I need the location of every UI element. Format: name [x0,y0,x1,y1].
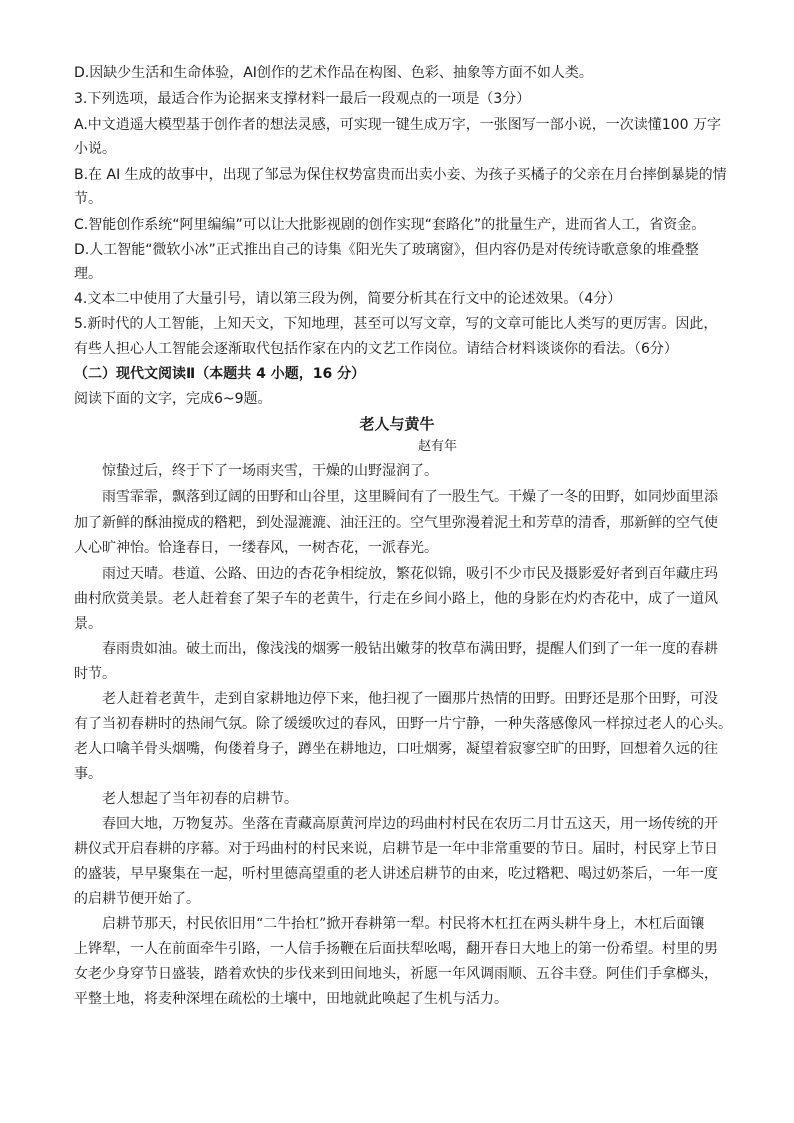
q5-stem-line2: 有些人担心人工智能会逐渐取代包括作家在内的文艺工作岗位。请结合材料谈谈你的看法。（6分） [74,341,678,357]
article-paragraph-7-line2: 耕仪式开启春耕的序幕。对于玛曲村的村民来说，启耕节是一年中非常重要的节日。届时，村民穿上节日 [74,841,718,857]
article-paragraph-7-line4: 的启耕节便开始了。 [74,891,200,907]
section-heading: （二）现代文阅读Ⅱ（本题共 4 小题，16 分） [74,366,366,382]
article-title: 老人与黄牛 [359,415,435,433]
article-author: 赵有年 [418,439,458,454]
article-paragraph-3-line2: 曲村欣赏美景。老人赶着套了架子车的老黄牛，行走在乡间小路上，他的身影在灼灼杏花中，成了一道风 [74,591,718,607]
q3-option-d-line2: 理。 [74,266,102,282]
article-paragraph-4-line1: 春雨贵如油。破土而出，像浅浅的烟雾一般钻出嫩芽的牧草布满田野，提醒人们到了一年一度的春耕 [102,641,718,657]
article-paragraph-7-line1: 春回大地，万物复苏。坐落在青藏高原黄河岸边的玛曲村村民在农历二月廿五这天，用一场传统的开 [102,816,718,832]
article-paragraph-6: 老人想起了当年初春的启耕节。 [102,791,298,807]
article-paragraph-5-line2: 有了当初春耕时的热闹气氛。除了缓缓吹过的春风，田野一片宁静，一种失落感像风一样掠过老人的心头。 [74,716,732,732]
q3-option-d-line1: D.人工智能“微软小冰”正式推出自己的诗集《阳光失了玻璃窗》，但内容仍是对传统诗歌意象的堆叠整 [74,242,699,258]
article-paragraph-3-line3: 景。 [74,616,102,632]
q2-option-d: D.因缺少生活和生命体验，AI创作的艺术作品在构图、色彩、抽象等方面不如人类。 [74,65,593,81]
article-paragraph-4-line2: 时节。 [74,666,116,682]
article-paragraph-1: 惊蛰过后，终于下了一场雨夹雪，干燥的山野湿润了。 [102,463,438,479]
article-paragraph-3-line1: 雨过天晴。巷道、公路、田边的杏花争相绽放，繁花似锦，吸引不少市民及摄影爱好者到百年藏庄玛 [102,566,718,582]
article-paragraph-8-line2: 上铧犁，一人在前面牵牛引路，一人信手扬鞭在后面扶犁吆喝，翻开春日大地上的第一份希望。村里的男 [74,941,718,957]
q3-option-b-line1: B.在 AI 生成的故事中，出现了邹忌为保住权势富贵而出卖小妾、为孩子买橘子的父亲在月台摔倒暴毙的情 [74,167,727,183]
article-paragraph-8-line4: 平整土地，将麦种深埋在疏松的土壤中，田地就此唤起了生机与活力。 [74,991,508,1007]
q3-stem: 3.下列选项，最适合作为论据来支撑材料一最后一段观点的一项是（3分） [74,91,531,107]
article-paragraph-5-line3: 老人口噙羊骨头烟嘴，佝偻着身子，蹲坐在耕地边，口吐烟雾，凝望着寂寥空旷的田野，回想着久远的往 [74,741,718,757]
q3-option-b-line2: 节。 [74,191,102,207]
article-paragraph-5-line1: 老人赶着老黄牛，走到自家耕地边停下来，他扫视了一圈那片热情的田野。田野还是那个田野，可没 [102,691,718,707]
article-paragraph-2-line3: 人心旷神怡。恰逢春日，一缕春风，一树杏花，一派春光。 [74,540,438,556]
article-paragraph-8-line1: 启耕节那天，村民依旧用“二牛抬杠”掀开春耕第一犁。村民将木杠扛在两头耕牛身上，木杠后面镶 [102,916,705,932]
article-paragraph-2-line2: 加了新鲜的酥油搅成的糌粑，到处湿漉漉、油汪汪的。空气里弥漫着泥土和芳草的清香，那新鲜的空气使 [74,515,718,531]
article-paragraph-2-line1: 雨雪霏霏，飘落到辽阔的田野和山谷里，这里瞬间有了一股生气。干燥了一冬的田野，如同炒面里添 [102,489,718,505]
article-paragraph-7-line3: 的盛装，早早聚集在一起，听村里德高望重的老人讲述启耕节的由来，吃过糌粑、喝过奶茶后，一年一度 [74,866,718,882]
article-paragraph-5-line4: 事。 [74,766,102,782]
q3-option-c: C.智能创作系统“阿里编编”可以让大批影视剧的创作实现“套路化”的批量生产，进而省人工，省资金。 [74,217,706,233]
q5-stem-line1: 5.新时代的人工智能，上知天文，下知地理，甚至可以写文章，写的文章可能比人类写的更厉害。因此， [74,316,718,332]
article-paragraph-8-line3: 女老少身穿节日盛装，踏着欢快的步伐来到田间地头，祈愿一年风调雨顺、五谷丰登。阿佳们手拿榔头， [74,966,718,982]
q3-option-a-line2: 小说。 [74,141,116,157]
q4-stem: 4.文本二中使用了大量引号，请以第三段为例，简要分析其在行文中的论述效果。（4分） [74,291,622,307]
section-instruction: 阅读下面的文字，完成6~9题。 [74,391,272,407]
q3-option-a-line1: A.中文逍遥大模型基于创作者的想法灵感，可实现一键生成万字，一张图写一部小说，一次读懂100 万字 [74,117,721,133]
